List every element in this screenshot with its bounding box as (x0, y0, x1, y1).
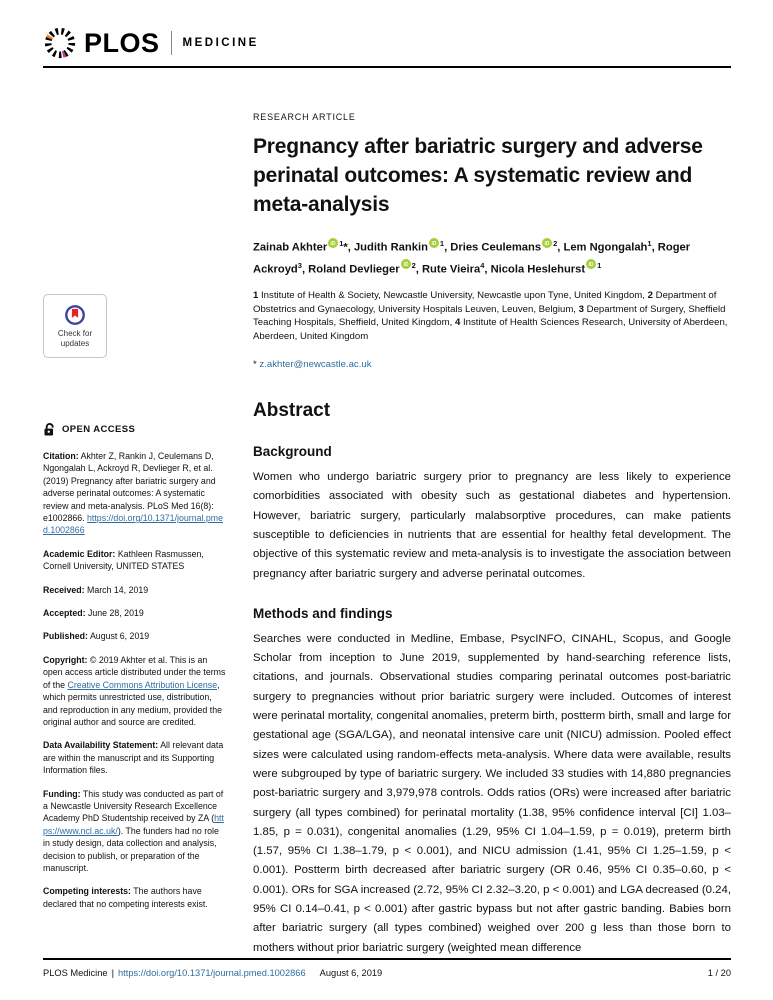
crossmark-icon (64, 304, 86, 326)
published-date: August 6, 2019 (89, 631, 150, 642)
article-title: Pregnancy after bariatric surgery and adverse perinatal outcomes: A systematic review and meta-analysis (253, 135, 703, 216)
footer-page-number: 1 / 20 (707, 968, 731, 978)
author-affiliation-superscript: 1 (439, 239, 445, 248)
open-access-row (43, 422, 227, 437)
svg-text:iD: iD (403, 262, 409, 269)
affiliation-number: 3 (578, 303, 587, 315)
affiliation-number: 4 (454, 317, 463, 329)
funding-label: Funding: (43, 788, 81, 799)
orcid-icon[interactable] (586, 258, 596, 268)
svg-text:iD: iD (330, 240, 336, 247)
academic-editor-label: Academic Editor: (43, 548, 116, 559)
copyright-label: Copyright: (43, 654, 88, 665)
author-name: Dries Ceulemans (450, 241, 542, 254)
journal-header (43, 26, 259, 60)
background-heading: Background (253, 444, 332, 460)
accepted-entry (43, 607, 227, 619)
author-name: Judith Rankin (353, 241, 428, 254)
author-affiliation-superscript: 3 (297, 260, 302, 270)
received-date: March 14, 2019 (87, 584, 149, 595)
plos-logo-icon (43, 26, 77, 60)
copyright-text-1: © 2019 Akhter et al. This is an open access article distributed under the terms of the (43, 654, 226, 690)
corresponding-marker: * (253, 359, 257, 371)
affiliation-list: 1 Institute of Health & Society, Newcastle University, Newcastle upon Tyne, United Kingdom, 2 Department of Obstetrics and Gynaecology, University Hospitals Leuven, Leuven, Belgium, 3 Department of Surgery, Sheffield Teaching Hospitals, Sheffield, United Kingdom, 4 Institute of Health Sciences Research, University of Aberdeen, Aberdeen, United Kingdom (253, 290, 728, 342)
author-name: Zainab Akhter (253, 241, 328, 254)
citation-text: Akhter Z, Rankin J, Ceulemans D, Ngongalah L, Ackroyd R, Devlieger R, et al. (2019) Pregnancy after bariatric surgery and adverse perinatal outcomes: A systematic review and meta-analysis. PLoS Med 16(8): e1002866. (43, 451, 216, 524)
orcid-icon[interactable] (429, 237, 439, 247)
funding-text-2: ). The funders had no role in study design, data collection and analysis, decision to publish, or preparation of the manuscript. (43, 825, 219, 873)
author-affiliation-superscript: 1 (597, 260, 602, 270)
background-text: Women who undergo bariatric surgery prior to pregnancy are less likely to experience comorbidities associated with obesity such as gestational diabetes and hypertension. However, bariatric surgery, particularly malabsorptive procedures, can make patients susceptible to deficiencies in nutrients that are essential for healthy fetal development. The objective of this systematic review and meta-analysis is to investigate the association between pregnancy after bariatric surgery and adverse perinatal outcomes. (253, 471, 731, 580)
author-affiliation-superscript: 1 (647, 239, 652, 248)
affiliation-number: 2 (647, 290, 656, 302)
footer-date: August 6, 2019 (319, 968, 383, 978)
header-rule (43, 66, 731, 68)
article-type-kicker: RESEARCH ARTICLE (253, 112, 356, 122)
author-name: Roger Ackroyd (253, 241, 691, 276)
svg-text:iD: iD (431, 240, 437, 247)
accepted-label: Accepted: (43, 608, 86, 619)
footer-separator: | (111, 968, 115, 978)
funding-entry (43, 788, 227, 875)
competing-interests-text: The authors have declared that no competing interests exist. (43, 886, 208, 909)
logo-divider (171, 31, 172, 55)
author-name: Nicola Heslehurst (490, 263, 586, 276)
copyright-text-2: , which permits unrestricted use, distribution, and reproduction in any medium, provided the original author and source are credited. (43, 679, 222, 727)
data-availability-label: Data Availability Statement: (43, 740, 159, 751)
cc-license-link[interactable]: Creative Commons Attribution License (67, 679, 218, 690)
corresponding-email-line (253, 359, 731, 370)
competing-interests-label: Competing interests: (43, 886, 131, 897)
check-for-updates-badge[interactable] (43, 294, 107, 358)
corresponding-email-link[interactable]: z.akhter@newcastle.ac.uk (259, 359, 372, 371)
published-label: Published: (43, 631, 88, 642)
funding-text-1: This study was conducted as part of a Newcastle University Research Excellence Academy PhD Studentship received by ZA ( (43, 788, 224, 824)
received-entry (43, 584, 227, 596)
academic-editor-text: Kathleen Rasmussen, Cornell University, UNITED STATES (43, 548, 204, 572)
author-list: Zainab Akhter iD $^1$*, Judith Rankin iD $^1$, Dries Ceulemans iD $^2$, Lem Ngongalah$^1$, Roger Ackroyd$^3$, Roland Devlieger iD $^2$, Rute Vieira$^4$, Nicola Heslehurst iD $^1$ (253, 235, 731, 278)
author-affiliation-superscript: 2 (411, 260, 416, 270)
check-updates-label: Check for updates (57, 329, 93, 348)
orcid-icon[interactable] (401, 258, 411, 268)
academic-editor-entry (43, 548, 227, 573)
orcid-icon[interactable] (328, 237, 338, 247)
orcid-icon[interactable] (542, 237, 552, 247)
page-footer (43, 968, 731, 978)
article-main (253, 112, 731, 958)
plos-logo-text: PLOS (84, 27, 160, 58)
funding-link[interactable]: https://www.ncl.ac.uk/ (43, 813, 224, 836)
received-label: Received: (43, 584, 85, 595)
sidebar (43, 294, 227, 921)
data-availability-text: All relevant data are within the manuscript and its Supporting Information files. (43, 740, 224, 776)
citation-label: Citation: (43, 451, 79, 461)
footer-rule (43, 958, 731, 960)
footer-doi-link[interactable]: https://doi.org/10.1371/journal.pmed.1002866 (118, 968, 306, 978)
abstract-heading: Abstract (253, 400, 331, 422)
published-entry (43, 630, 227, 642)
citation-entry (43, 450, 227, 537)
author-name: Rute Vieira (421, 263, 481, 276)
svg-text:iD: iD (544, 240, 550, 247)
author-affiliation-superscript: 1 (339, 239, 344, 248)
accepted-date: June 28, 2019 (87, 608, 144, 619)
open-lock-icon (43, 422, 56, 437)
author-name: Lem Ngongalah (563, 241, 648, 254)
methods-findings-text: Searches were conducted in Medline, Embase, PsycINFO, CINAHL, Scopus, and Google Scholar from inception to June 2019, supplemented by hand-searching reference lists, citations, and journals. Observational studies comparing perinatal outcomes post-bariatric surgery to pregnancies without prior bariatric surgery were included. Outcomes of interest were perinatal mortality, congenital anomalies, preterm birth, postterm birth, small and large for gestational age (SGA/LGA), and neonatal intensive care unit (NICU) admission. Pooled effect sizes were calculated using random-effects meta-analysis. Where data were available, results were subgrouped by type of bariatric surgery. We included 33 studies with 14,880 pregnancies post-bariatric surgery and 3,979,978 controls. Odds ratios (ORs) were increased after bariatric surgery (all types combined) for perinatal mortality (1.38, 95% confidence interval [CI] 1.03–1.85, p = 0.031), congenital anomalies (1.29, 95% CI 1.04–1.59, p = 0.019), preterm birth (1.57, 95% CI 1.38–1.79, p < 0.001), and NICU admission (1.41, 95% CI 1.25–1.59, p < 0.001). Postterm birth decreased after bariatric surgery (OR 0.46, 95% CI 0.35–0.60, p < 0.001). ORs for SGA increased (2.72, 95% CI 2.32–3.20, p < 0.001) and LGA decreased (0.24, 95% CI 0.14–0.41, p < 0.001) after gastric bypass but not after gastric banding. Babies born after bariatric surgery (all types combined) weighed over 200 g less than those born to mothers without prior bariatric surgery (weighted mean difference (253, 632, 731, 954)
data-availability-entry (43, 739, 227, 776)
affiliation-number: 1 (253, 290, 262, 302)
copyright-entry (43, 654, 227, 728)
footer-journal: PLOS Medicine (43, 968, 108, 978)
author-affiliation-superscript: 2 (553, 239, 558, 248)
competing-interests-entry (43, 885, 227, 910)
methods-findings-heading: Methods and findings (253, 605, 393, 621)
svg-text:iD: iD (588, 262, 594, 269)
journal-name: MEDICINE (182, 37, 259, 49)
author-name: Roland Devlieger (308, 263, 400, 276)
open-access-label: OPEN ACCESS (62, 424, 136, 435)
author-affiliation-superscript: 4 (480, 260, 485, 270)
citation-doi-link[interactable]: https://doi.org/10.1371/journal.pmed.1002866 (43, 513, 223, 536)
